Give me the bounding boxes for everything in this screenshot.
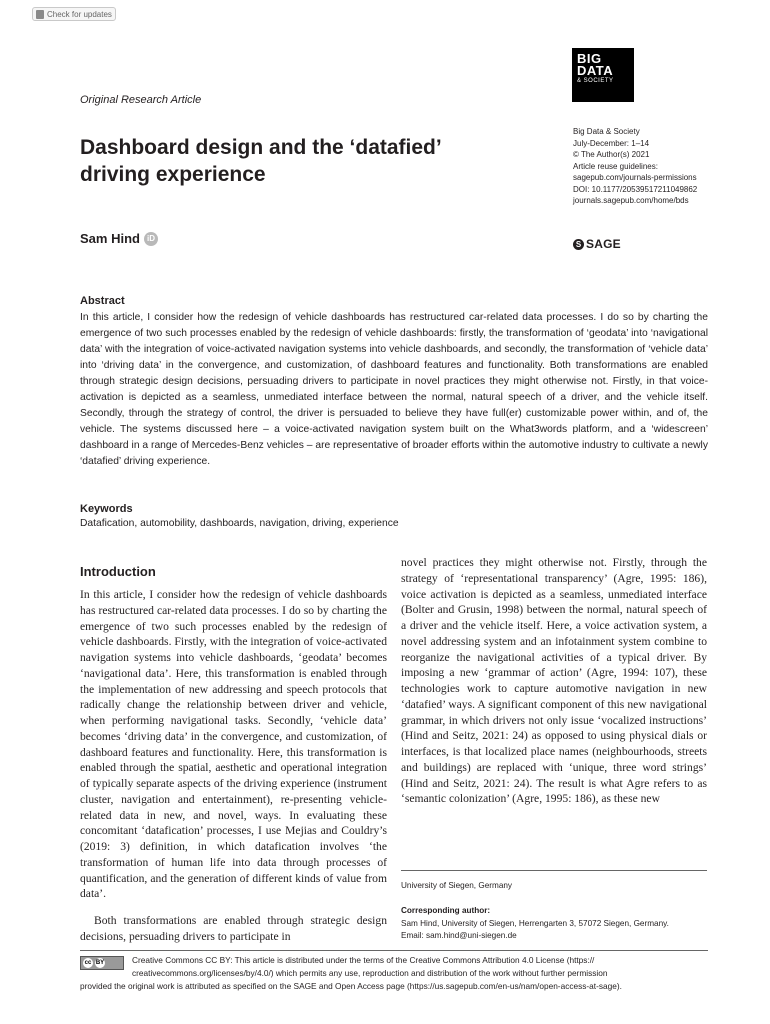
cc-by-badge	[80, 956, 124, 970]
orcid-icon[interactable]: iD	[144, 232, 158, 246]
article-type: Original Research Article	[80, 94, 202, 106]
journal-meta	[573, 126, 733, 207]
journal-name: Big Data & Society	[573, 127, 640, 136]
journal-logo	[572, 48, 634, 102]
corresponding-author-email[interactable]: Email: sam.hind@uni-siegen.de	[401, 931, 517, 940]
introduction-heading: Introduction	[80, 564, 156, 579]
by-icon: BY	[95, 960, 105, 966]
author-name[interactable]: Sam Hind	[80, 231, 140, 246]
cc-icon: cc	[84, 960, 92, 966]
sage-logo-text: SAGE	[586, 237, 621, 251]
journal-logo-line3: & SOCIETY	[577, 78, 614, 84]
corresponding-author-heading: Corresponding author:	[401, 906, 491, 915]
journal-logo-line1: BIG	[577, 51, 602, 66]
abstract-heading: Abstract	[80, 295, 125, 307]
intro-paragraph-2-continued: novel practices they might otherwise not. Firstly, through the strategy of ‘representational transparency’ (Agre, 1995: 186), voice activation is depicted as a seamless, unmediated interface (Bolter and Grusin, 1998) between the normal, natural speech of a driver and the vehicle itself. Here, a voice activation system, a novel addressing system and an infotainment system combine to reorganize the navigational activities of a typical driver. By imposing a new ‘grammar of action’ (Agre, 1994: 107), these technologies work to capture automotive navigation in new ‘datafied’ ways. A significant component of this new navigational grammar, in which drivers not only issue ‘vocalized instructions’ (Hind and Seitz, 2021: 24) as opposed to using physical dials or interfaces, is that localized place names (neighbourhoods, streets and buildings) are replaced with ‘unique, three word strings’ (Hind and Seitz, 2021: 24). The result is what Agre refers to as ‘semantic colonization’ (Agre, 1995: 186), as these new	[401, 556, 707, 806]
title-line2: driving experience	[80, 163, 266, 186]
journal-logo-line2: DATA	[577, 63, 614, 78]
intro-paragraph-2: Both transformations are enabled through strategic design decisions, persuading drivers to participate in	[80, 914, 387, 943]
sage-logo	[573, 237, 621, 251]
keywords-text: Datafication, automobility, dashboards, navigation, driving, experience	[80, 518, 399, 529]
permissions-link[interactable]: sagepub.com/journals-permissions	[573, 173, 697, 182]
license-line2: creativecommons.org/licenses/by/4.0/) which permits any use, reproduction and distribution of the work without further permission	[132, 968, 608, 978]
author-affiliation: University of Siegen, Germany	[401, 881, 513, 890]
intro-paragraph-1: In this article, I consider how the redesign of vehicle dashboards has restructured car-related data processes. I do so by charting the emergence of two such processes enabled by the redesign of vehicle dashboards. Firstly, with the integration of voice-activated navigation systems into vehicle dashboards, ‘geodata’ becomes ‘navigational data’. Here, this transformation is enabled through the implementation of new addressing and speech protocols that radically change the relationship between driver and vehicle, when performing navigational tasks. Secondly, ‘vehicle data’ becomes ‘driving data’ in the convergence, and customization, of dashboard features and functionality. Here, this transformation is enabled through the spatial, aesthetic and operational integration of typically separate aspects of the driving experience (instrument cluster, navigation and entertainment), re-presenting vehicle-related data in new, and novel, ways. In evaluating these concomitant ‘datafication’ processes, I use Mejias and Couldry’s (2019: 3) definition, in which datafication involves ‘the transformation of human life into data through processes of quantification, and the generation of different kinds of value from data’.	[80, 588, 387, 901]
license-divider	[80, 950, 708, 951]
footnote-divider	[401, 870, 707, 871]
check-updates-label: Check for updates	[47, 9, 112, 19]
corresponding-author-address: Sam Hind, University of Siegen, Herrengarten 3, 57072 Siegen, Germany.	[401, 919, 669, 928]
reuse-guidelines: Article reuse guidelines:	[573, 161, 658, 171]
license-line3: provided the original work is attributed as specified on the SAGE and Open Access page (https://us.sagepub.com/en-us/nam/open-access-at-sage).	[80, 981, 622, 991]
bookmark-icon	[36, 10, 44, 19]
license-line1: Creative Commons CC BY: This article is distributed under the terms of the Creative Commons Attribution 4.0 License (https://	[132, 955, 595, 965]
title-line1: Dashboard design and the ‘datafied’	[80, 136, 442, 159]
doi[interactable]: DOI: 10.1177/20539517211049862	[573, 184, 698, 194]
check-for-updates-button[interactable]	[32, 7, 116, 21]
copyright: © The Author(s) 2021	[573, 150, 650, 159]
abstract-text: In this article, I consider how the redesign of vehicle dashboards has restructured car-related data processes. I do so by charting the emergence of two such processes enabled by the redesign of vehicle dashboards: firstly, the transformation of ‘geodata’ into ‘navigational data’ with the integration of voice-activated navigation systems into vehicle dashboards, and secondly, the transformation of ‘vehicle data’ into ‘driving data’ in the convergence, and customization, of dashboard features and functionality. Both transformations are enabled through strategic design decisions, persuading drivers to participate in novel practices they might otherwise not. Firstly, in that voice-activation is depicted as a seamless, unmediated interface between the normal, natural speech of a driver, and the vehicle itself. Secondly, through the strategy of control, the driver is persuaded to believe they have full(er) customizable power within, and of, the vehicle. The systems discussed here – a voice-activated navigation system built on the What3words platform, and a ‘widescreen’ dashboard in a range of Mercedes-Benz vehicles – are representative of broader efforts within the automotive industry to cultivate a newly ‘datafied’ driving experience.	[80, 312, 708, 467]
sage-s-icon: S	[573, 239, 584, 250]
keywords-heading: Keywords	[80, 503, 133, 515]
corresponding-author-details	[401, 918, 711, 942]
license-text	[132, 954, 712, 980]
article-title	[80, 134, 520, 188]
journal-issue: July-December: 1–14	[573, 138, 650, 148]
journal-url[interactable]: journals.sagepub.com/home/bds	[573, 196, 689, 205]
author-block	[80, 231, 158, 246]
